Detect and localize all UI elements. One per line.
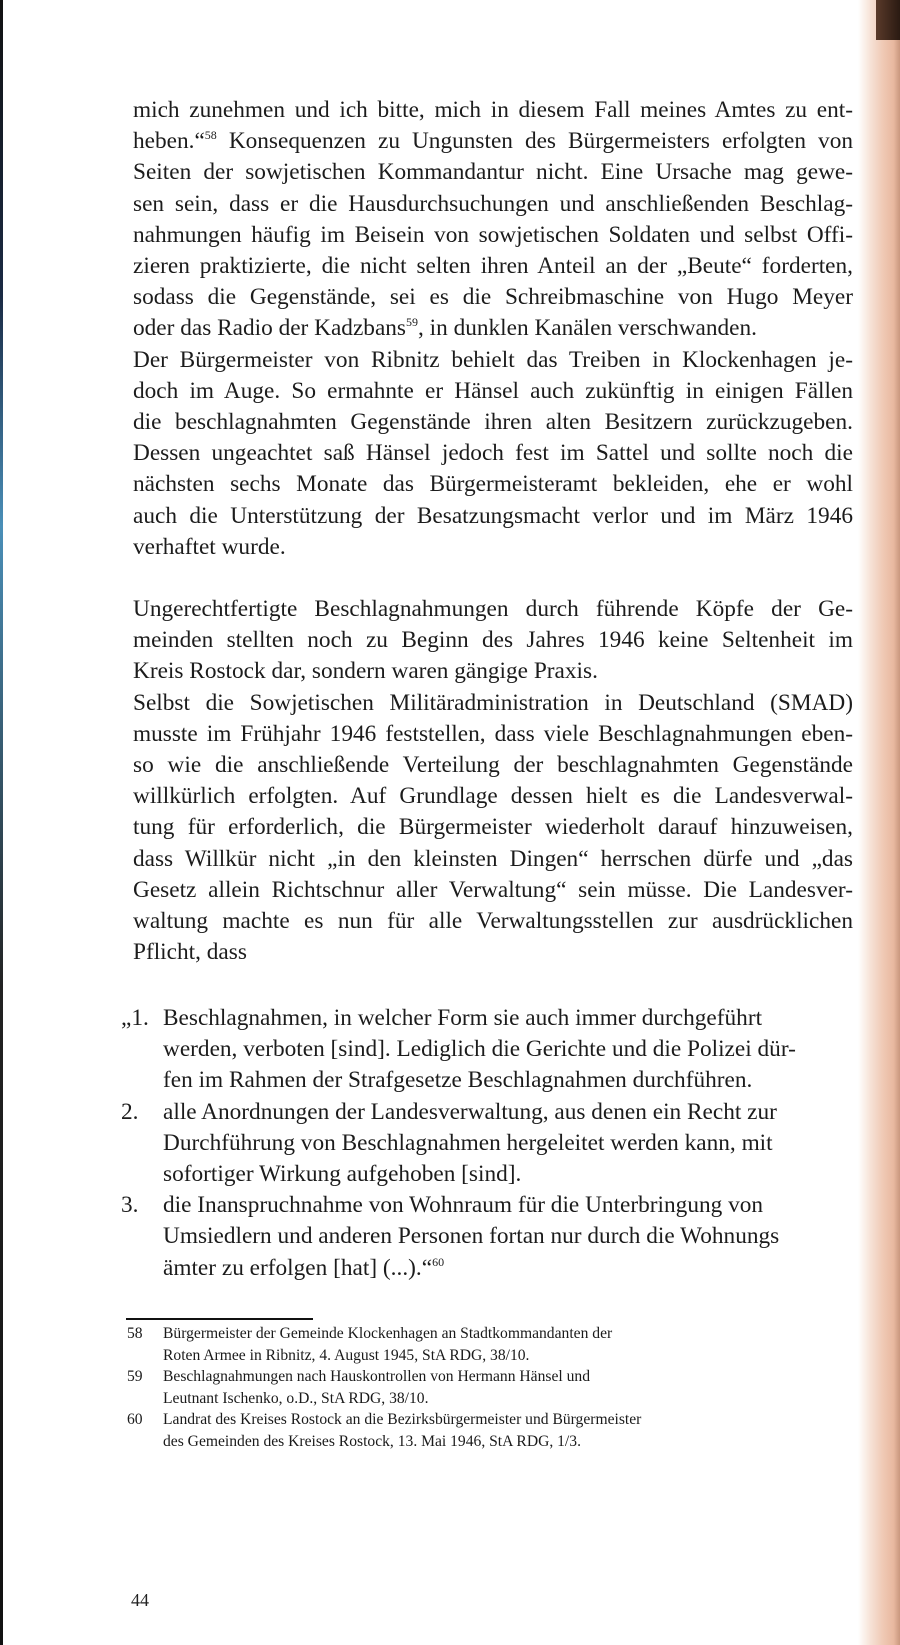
text-line: die beschlagnahmten Gegenstände ihren alten Besitzern zurückzugeben. [133,409,853,436]
text-line: Gesetz allein Richtschnur aller Verwaltung“ sein müsse. Die Landesver- [133,876,853,903]
text-line: Ungerechtfertigte Beschlagnahmungen durch führende Köpfe der Ge- [133,596,853,623]
text-line: Durchführung von Beschlagnahmen hergeleitet werden kann, mit [163,1129,773,1156]
footnote-line: Leutnant Ischenko, o.D., StA RDG, 38/10. [163,1389,429,1407]
text-line: heben.“$^{58}$ Konsequenzen zu Ungunsten des Bürgermeisters erfolgten von [133,128,853,155]
text-line: waltung machte es nun für alle Verwaltungsstellen zur ausdrücklichen [133,908,853,935]
quoted-list [121,1003,853,1284]
text-line: Dessen ungeachtet saß Hänsel jedoch fest im Sattel und sollte noch die [133,440,853,467]
paragraph-1 [133,95,853,345]
book-corner-shadow [876,0,900,40]
footnote-number: 60 [127,1411,143,1429]
list-item [121,1003,853,1097]
footnote [127,1366,767,1409]
text-line: so wie die anschließende Verteilung der beschlagnahmten Gegenstände [133,752,853,779]
text-line: willkürlich erfolgten. Auf Grundlage dessen hielt es die Landesverwal- [133,783,853,810]
list-number: 3. [121,1192,139,1219]
footnote-line: Roten Armee in Ribnitz, 4. August 1945, StA RDG, 38/10. [163,1346,530,1364]
footnote-separator [126,1318,313,1320]
paragraph-3 [133,594,853,688]
text-line: nahmungen häufig im Beisein von sowjetischen Soldaten und selbst Offi- [133,221,853,248]
footnote-number: 59 [127,1368,143,1386]
text-line: mich zunehmen und ich bitte, mich in diesem Fall meines Amtes zu ent- [133,97,853,123]
text-line: zieren praktizierte, die nicht selten ihren Anteil an der „Beute“ forderten, [133,253,853,280]
list-item [121,1097,853,1191]
list-number: 2. [121,1098,139,1125]
footnote [127,1323,767,1366]
footnote-ref[interactable]: 59 [406,315,418,330]
page-number: 44 [131,1590,149,1610]
list-number: „1. [121,1005,149,1031]
text-line: die Inanspruchnahme von Wohnraum für die Unterbringung von [163,1192,764,1219]
text-line: tung für erforderlich, die Bürgermeister wiederholt darauf hinzuweisen, [133,814,853,841]
footnote-line: Bürgermeister der Gemeinde Klockenhagen an Stadtkommandanten der [163,1325,613,1342]
text-line: auch die Unterstützung der Besatzungsmacht verlor und im März 1946 [133,502,853,529]
text-line: dass Willkür nicht „in den kleinsten Dingen“ herrschen dürfe und „das [133,845,853,872]
text-line: ämter zu erfolgen [hat] (...).“$^{60}$ [163,1254,445,1281]
book-page-edge [858,0,900,1645]
list-item [121,1190,853,1284]
footnotes [127,1323,767,1453]
text-line: werden, verboten [sind]. Lediglich die Gerichte und die Polizei dür- [163,1036,796,1063]
text-line: sofortiger Wirkung aufgehoben [sind]. [163,1161,522,1188]
footnote-number: 58 [127,1325,143,1342]
footnote-line: des Gemeinden des Kreises Rostock, 13. Mai 1946, StA RDG, 1/3. [163,1432,581,1450]
text-line: meinden stellten noch zu Beginn des Jahres 1946 keine Seltenheit im [133,627,853,654]
text-line: Beschlagnahmen, in welcher Form sie auch immer durchgeführt [163,1005,763,1031]
text-line: musste im Frühjahr 1946 feststellen, dass viele Beschlagnahmungen eben- [133,720,853,747]
body-text [133,95,853,968]
text-line: Seiten der sowjetischen Kommandantur nicht. Eine Ursache mag gewe- [133,159,853,186]
text-line: sodass die Gegenstände, sei es die Schreibmaschine von Hugo Meyer [133,284,853,311]
text-line: verhaftet wurde. [133,533,286,560]
text-line: fen im Rahmen der Strafgesetze Beschlagnahmen durchführen. [163,1067,753,1094]
text-line: Umsiedlern und anderen Personen fortan nur durch die Wohnungs [163,1223,780,1250]
text-line: sen sein, dass er die Hausdurchsuchungen und anschließenden Beschlag- [133,190,853,217]
text-line: Der Bürgermeister von Ribnitz behielt das Treiben in Klockenhagen je- [133,346,853,373]
paragraph-2 [133,345,853,563]
text-line: doch im Auge. So ermahnte er Hänsel auch zukünftig in einigen Fällen [133,377,853,404]
scan-left-edge [0,0,3,1645]
text-line: alle Anordnungen der Landesverwaltung, aus denen ein Recht zur [163,1098,777,1125]
footnote [127,1409,767,1452]
paragraph-4 [133,688,853,969]
text-line: Selbst die Sowjetischen Militäradministration in Deutschland (SMAD) [133,689,853,716]
footnote-ref[interactable]: 60 [432,1254,445,1269]
footnote-ref[interactable]: 58 [204,128,217,143]
footnote-line: Beschlagnahmungen nach Hauskontrollen von Hermann Hänsel und [163,1368,590,1386]
text-line: nächsten sechs Monate das Bürgermeisteramt bekleiden, ehe er wohl [133,471,853,498]
text-line: oder das Radio der Kadzbans$^{59}$, in dunklen Kanälen verschwanden. [133,315,757,342]
text-line: Kreis Rostock dar, sondern waren gängige Praxis. [133,658,598,685]
footnote-line: Landrat des Kreises Rostock an die Bezirksbürgermeister und Bürgermeister [163,1411,642,1429]
text-line: Pflicht, dass [133,939,247,966]
